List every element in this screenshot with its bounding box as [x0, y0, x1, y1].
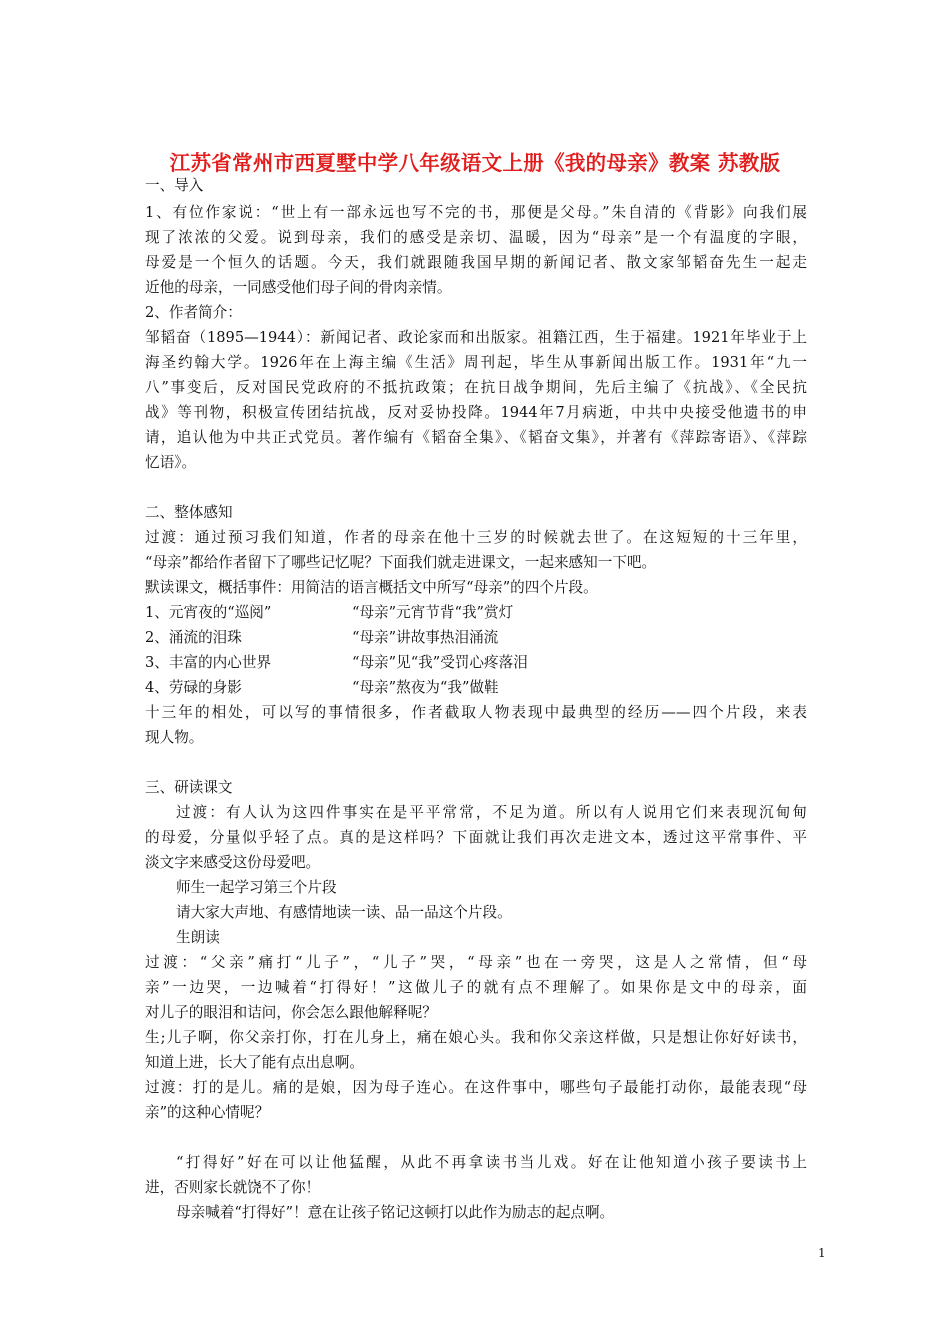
paragraph-line: 现人物。	[145, 729, 204, 746]
paragraph-line: 知道上进，长大了能有点出息啊。	[145, 1054, 364, 1071]
paragraph-line: 海圣约翰大学。1926年在上海主编《生活》周刊起，毕生从事新闻出版工作。1931年“九一	[145, 354, 807, 371]
paragraph-line: 过渡：有人认为这四件事实在是平平常常，不足为道。所以有人说用它们来表现沉甸甸	[176, 804, 807, 821]
paragraph-line: 过渡：“父亲”痛打“儿子”，“儿子”哭，“母亲”也在一旁哭，这是人之常情，但“母	[145, 954, 807, 971]
paragraph-line: 亲”的这种心情呢？	[145, 1104, 270, 1121]
paragraph-line: 母爱是一个恒久的话题。今天，我们就跟随我国早期的新闻记者、散文家邹韬奋先生一起走	[145, 254, 807, 271]
paragraph-line: 母亲喊着“打得好”！意在让孩子铭记这顿打以此作为励志的起点啊。	[176, 1204, 615, 1221]
paragraph-line: “打得好”好在可以让他猛醒，从此不再拿读书当儿戏。好在让他知道小孩子要读书上	[176, 1154, 807, 1171]
paragraph-line: 生;儿子啊，你父亲打你，打在儿身上，痛在娘心头。我和你父亲这样做，只是想让你好好读书，	[145, 1029, 807, 1046]
event-description: “母亲”元宵节背“我”赏灯	[352, 604, 514, 621]
paragraph-line: 1、有位作家说：“世上有一部永远也写不完的书，那便是父母。”朱自清的《背影》向我们展	[145, 204, 807, 221]
paragraph-line: 对儿子的眼泪和诘问，你会怎么跟他解释呢？	[145, 1004, 437, 1021]
paragraph-line: 八”事变后，反对国民党政府的不抵抗政策；在抗日战争期间，先后主编了《抗战》、《全民抗	[145, 379, 807, 396]
event-description: “母亲”讲故事热泪涌流	[352, 629, 499, 646]
paragraph-line: 邹韬奋（1895—1944）：新闻记者、政论家而和出版家。祖籍江西，生于福建。1921年毕业于上	[145, 329, 807, 346]
paragraph-line: 过渡：打的是儿。痛的是娘，因为母子连心。在这件事中，哪些句子最能打动你，最能表现“母	[145, 1079, 807, 1096]
paragraph-line: 近他的母亲，一同感受他们母子间的骨肉亲情。	[145, 279, 452, 296]
paragraph-line: 战》等刊物，积极宣传团结抗战，反对妥协投降。1944年7月病逝，中共中央接受他遗书的申	[145, 404, 807, 421]
paragraph-line: 淡文字来感受这份母爱吧。	[145, 854, 321, 871]
event-title: 4、劳碌的身影	[145, 679, 242, 696]
paragraph-line: 请，追认他为中共正式党员。著作编有《韬奋全集》、《韬奋文集》，并著有《萍踪寄语》、《萍踪	[145, 429, 807, 446]
event-description: “母亲”见“我”受罚心疼落泪	[352, 654, 528, 671]
event-title: 3、丰富的内心世界	[145, 654, 272, 671]
paragraph-line: 现了浓浓的父爱。说到母亲，我们的感受是亲切、温暖，因为“母亲”是一个有温度的字眼，	[145, 229, 807, 246]
document-title: 江苏省常州市西夏墅中学八年级语文上册《我的母亲》教案 苏教版	[169, 151, 781, 175]
subheading-author-intro: 2、作者简介：	[145, 304, 242, 321]
paragraph-line: 忆语》。	[145, 454, 197, 471]
read-aloud-instruction: 请大家大声地、有感情地读一读、品一品这个片段。	[176, 904, 512, 921]
section-3-heading: 三、研读课文	[145, 779, 233, 796]
study-instruction: 师生一起学习第三个片段	[176, 879, 337, 896]
paragraph-line: 过渡：通过预习我们知道，作者的母亲在他十三岁的时候就去世了。在这短短的十三年里，	[145, 529, 807, 546]
student-reads: 生朗读	[176, 929, 220, 946]
event-description: “母亲”熬夜为“我”做鞋	[352, 679, 499, 696]
paragraph-line: 默读课文，概括事件：用简洁的语言概括文中所写“母亲”的四个片段。	[145, 579, 598, 596]
event-title: 2、涌流的泪珠	[145, 629, 242, 646]
event-title: 1、元宵夜的“巡阅”	[145, 604, 272, 621]
paragraph-line: “母亲”都给作者留下了哪些记忆呢？下面我们就走进课文，一起来感知一下吧。	[145, 554, 657, 571]
paragraph-line: 的母爱，分量似乎轻了点。真的是这样吗？下面就让我们再次走进文本，透过这平常事件、平	[145, 829, 807, 846]
paragraph-line: 进，否则家长就饶不了你！	[145, 1179, 321, 1196]
paragraph-line: 十三年的相处，可以写的事情很多，作者截取人物表现中最典型的经历——四个片段，来表	[145, 704, 807, 721]
page-number: 1	[818, 1246, 826, 1260]
paragraph-line: 亲”一边哭，一边喊着“打得好！”这做儿子的就有点不理解了。如果你是文中的母亲，面	[145, 979, 807, 996]
section-1-heading: 一、导入	[145, 177, 204, 194]
section-2-heading: 二、整体感知	[145, 504, 233, 521]
